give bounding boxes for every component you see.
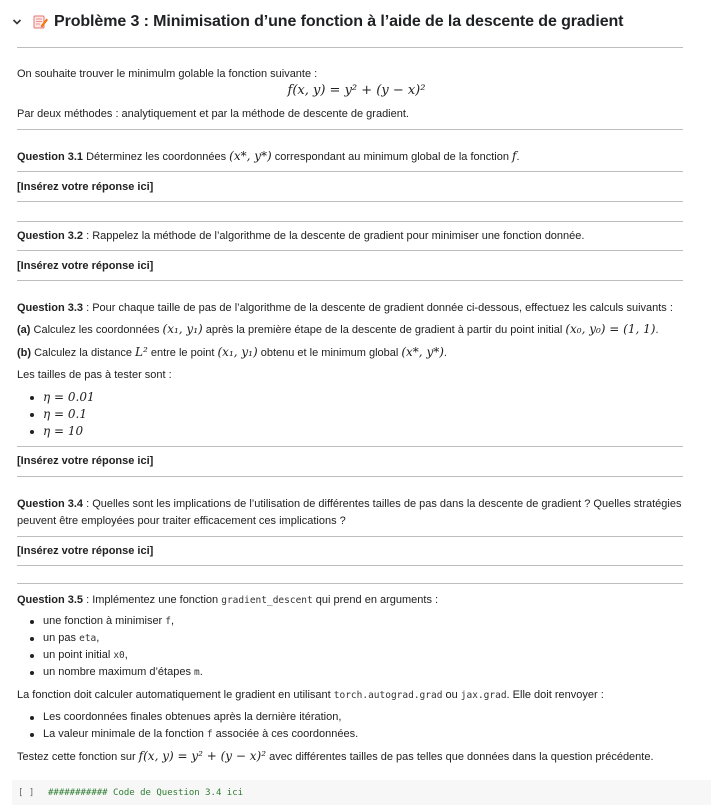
list-item: une fonction à minimiser f, <box>17 613 203 630</box>
answer-placeholder[interactable]: [Insérez votre réponse ici] <box>17 260 154 272</box>
question-3-1: Question 3.1 Déterminez les coordonnées (x*, y*) correspondant au minimum global de la fonction f. <box>17 149 520 163</box>
divider <box>17 280 683 281</box>
list-item: un pas eta, <box>17 630 203 647</box>
step-size-list <box>17 389 95 440</box>
divider <box>17 171 683 172</box>
question-label: Question 3.2 <box>17 230 84 242</box>
gradient-instruction: La fonction doit calculer automatiquement le gradient en utilisant torch.autograd.grad ou jax.grad. Elle doit renvoyer : <box>17 689 604 701</box>
test-instruction: Testez cette fonction sur f(x, y) = y² + (y − x)² avec différentes tailles de pas telles que données dans la question précédente. <box>17 749 654 763</box>
divider <box>17 583 683 584</box>
question-3-4-cont: peuvent être employées pour traiter efficacement ces implications ? <box>17 515 346 527</box>
list-item: La valeur minimale de la fonction f associée à ces coordonnées. <box>17 726 358 743</box>
intro-methods-text: Par deux méthodes : analytiquement et par la méthode de descente de gradient. <box>17 108 409 120</box>
intro-text: On souhaite trouver le minimulm golable la fonction suivante : <box>17 68 318 80</box>
divider <box>17 476 683 477</box>
run-cell-button[interactable]: [ ] <box>18 787 35 798</box>
question-label: Question 3.1 <box>17 151 84 163</box>
memo-pencil-icon <box>32 14 48 30</box>
list-item: η = 0.1 <box>17 406 95 423</box>
code-cell[interactable] <box>12 780 711 805</box>
question-label: Question 3.4 <box>17 498 84 510</box>
list-item: η = 0.01 <box>17 389 95 406</box>
question-label: Question 3.5 <box>17 594 84 606</box>
divider <box>17 565 683 566</box>
divider <box>17 250 683 251</box>
answer-placeholder[interactable]: [Insérez votre réponse ici] <box>17 455 154 467</box>
divider <box>17 446 683 447</box>
question-label: Question 3.3 <box>17 302 84 314</box>
code-cell-source[interactable]: ########### Code de Question 3.4 ici <box>48 787 244 798</box>
question-3-3-a: (a) Calculez les coordonnées (x₁, y₁) après la première étape de la descente de gradient à partir du point initial (x₀, y₀) = (1, 1). <box>17 322 659 336</box>
question-3-3-b: (b) Calculez la distance L² entre le point (x₁, y₁) obtenu et le minimum global (x*, y*). <box>17 345 447 359</box>
divider <box>17 201 683 202</box>
arguments-list <box>17 613 203 681</box>
question-3-2: Question 3.2 : Rappelez la méthode de l’algorithme de la descente de gradient pour minimiser une fonction donnée. <box>17 230 585 242</box>
question-3-5: Question 3.5 : Implémentez une fonction gradient_descent qui prend en arguments : <box>17 594 439 606</box>
divider <box>17 536 683 537</box>
intro-formula: f(x, y) = y² + (y − x)² <box>287 83 426 98</box>
list-item: un nombre maximum d’étapes m. <box>17 664 203 681</box>
section-header <box>10 10 623 34</box>
divider <box>17 47 683 48</box>
answer-placeholder[interactable]: [Insérez votre réponse ici] <box>17 545 154 557</box>
list-item: un point initial x0, <box>17 647 203 664</box>
answer-placeholder[interactable]: [Insérez votre réponse ici] <box>17 181 154 193</box>
divider <box>17 221 683 222</box>
chevron-down-icon[interactable] <box>10 15 24 29</box>
list-item: Les coordonnées finales obtenues après la dernière itération, <box>17 709 358 726</box>
section-title: Problème 3 : Minimisation d’une fonction à l’aide de la descente de gradient <box>54 13 624 30</box>
returns-list <box>17 709 358 743</box>
question-3-3: Question 3.3 : Pour chaque taille de pas de l’algorithme de la descente de gradient donnée ci-dessous, effectuez les calculs suivants : <box>17 302 673 314</box>
divider <box>17 129 683 130</box>
list-item: η = 10 <box>17 423 95 440</box>
question-3-4: Question 3.4 : Quelles sont les implications de l’utilisation de différentes tailles de pas dans la descente de gradient ? Quelles stratégies <box>17 498 682 510</box>
steps-intro: Les tailles de pas à tester sont : <box>17 369 172 381</box>
